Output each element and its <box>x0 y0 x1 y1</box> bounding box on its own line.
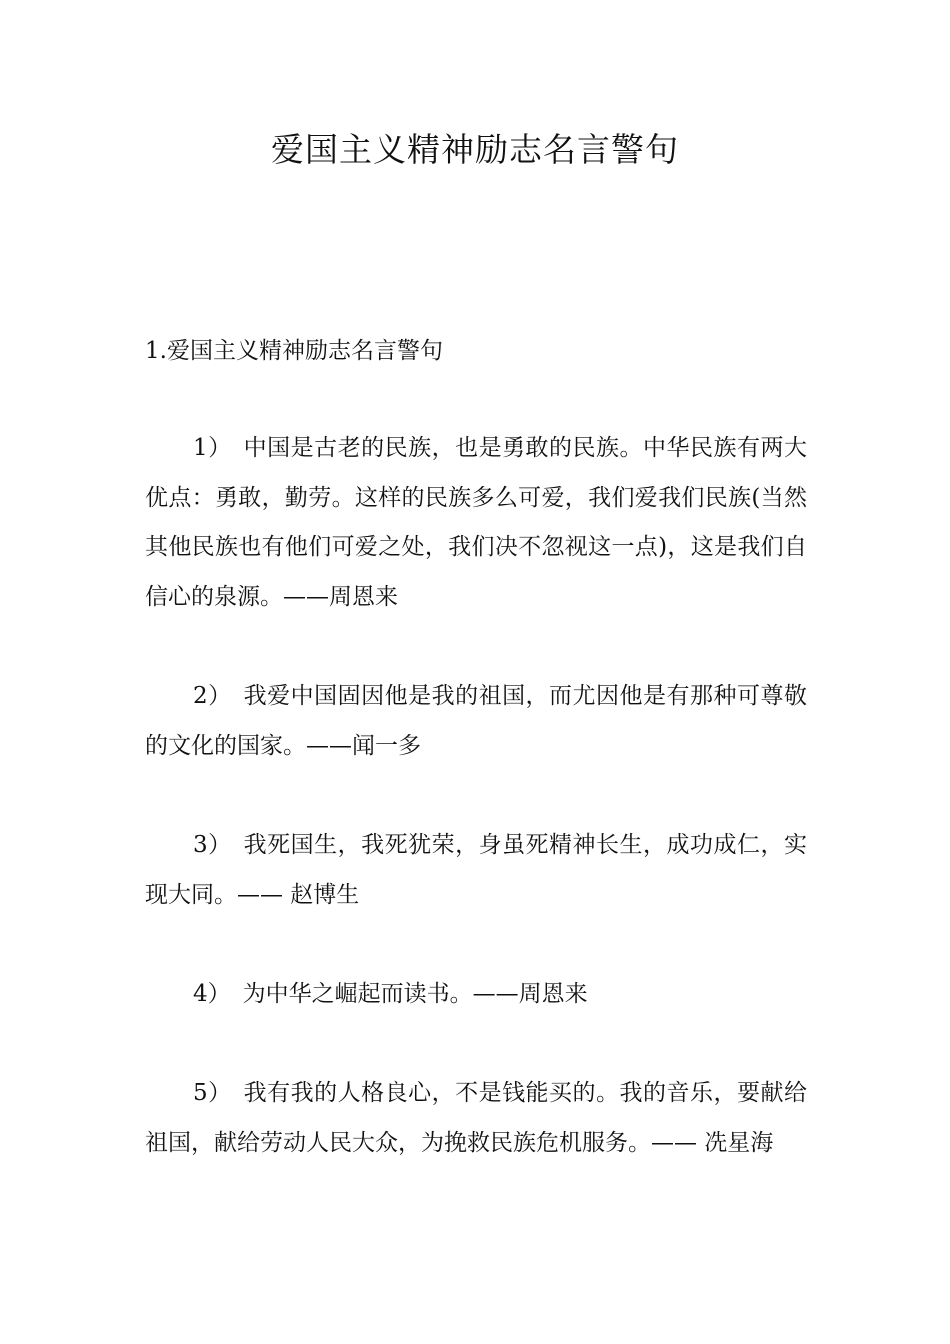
quote-number: 4） <box>193 981 231 1007</box>
quote-paragraph <box>145 672 807 771</box>
quote-number: 2） <box>193 683 232 709</box>
section-heading: 1.爱国主义精神励志名言警句 <box>145 338 443 364</box>
quote-paragraph <box>145 424 807 622</box>
document-title: 爱国主义精神励志名言警句 <box>271 130 679 169</box>
quote-number: 1） <box>193 435 232 461</box>
quote-paragraph <box>145 1069 807 1168</box>
quote-text: 我爱中国固因他是我的祖国，而尤因他是有那种可尊敬的文化的国家。——闻一多 <box>145 683 807 759</box>
quote-text: 我有我的人格良心，不是钱能买的。我的音乐，要献给祖国，献给劳动人民大众，为挽救民族危机服务。—— 冼星海 <box>145 1080 807 1156</box>
quote-number: 5） <box>193 1080 232 1106</box>
quote-text: 我死国生，我死犹荣，身虽死精神长生，成功成仁，实现大同。—— 赵博生 <box>145 832 807 908</box>
quote-text: 为中华之崛起而读书。——周恩来 <box>242 981 588 1007</box>
quote-text: 中国是古老的民族，也是勇敢的民族。中华民族有两大优点：勇敢，勤劳。这样的民族多么可爱，我们爱我们民族(当然其他民族也有他们可爱之处，我们决不忽视这一点)，这是我们自信心的泉源。——周恩来 <box>145 435 807 610</box>
quote-paragraph <box>145 821 807 920</box>
quote-paragraph <box>145 970 807 1020</box>
quote-number: 3） <box>193 832 232 858</box>
